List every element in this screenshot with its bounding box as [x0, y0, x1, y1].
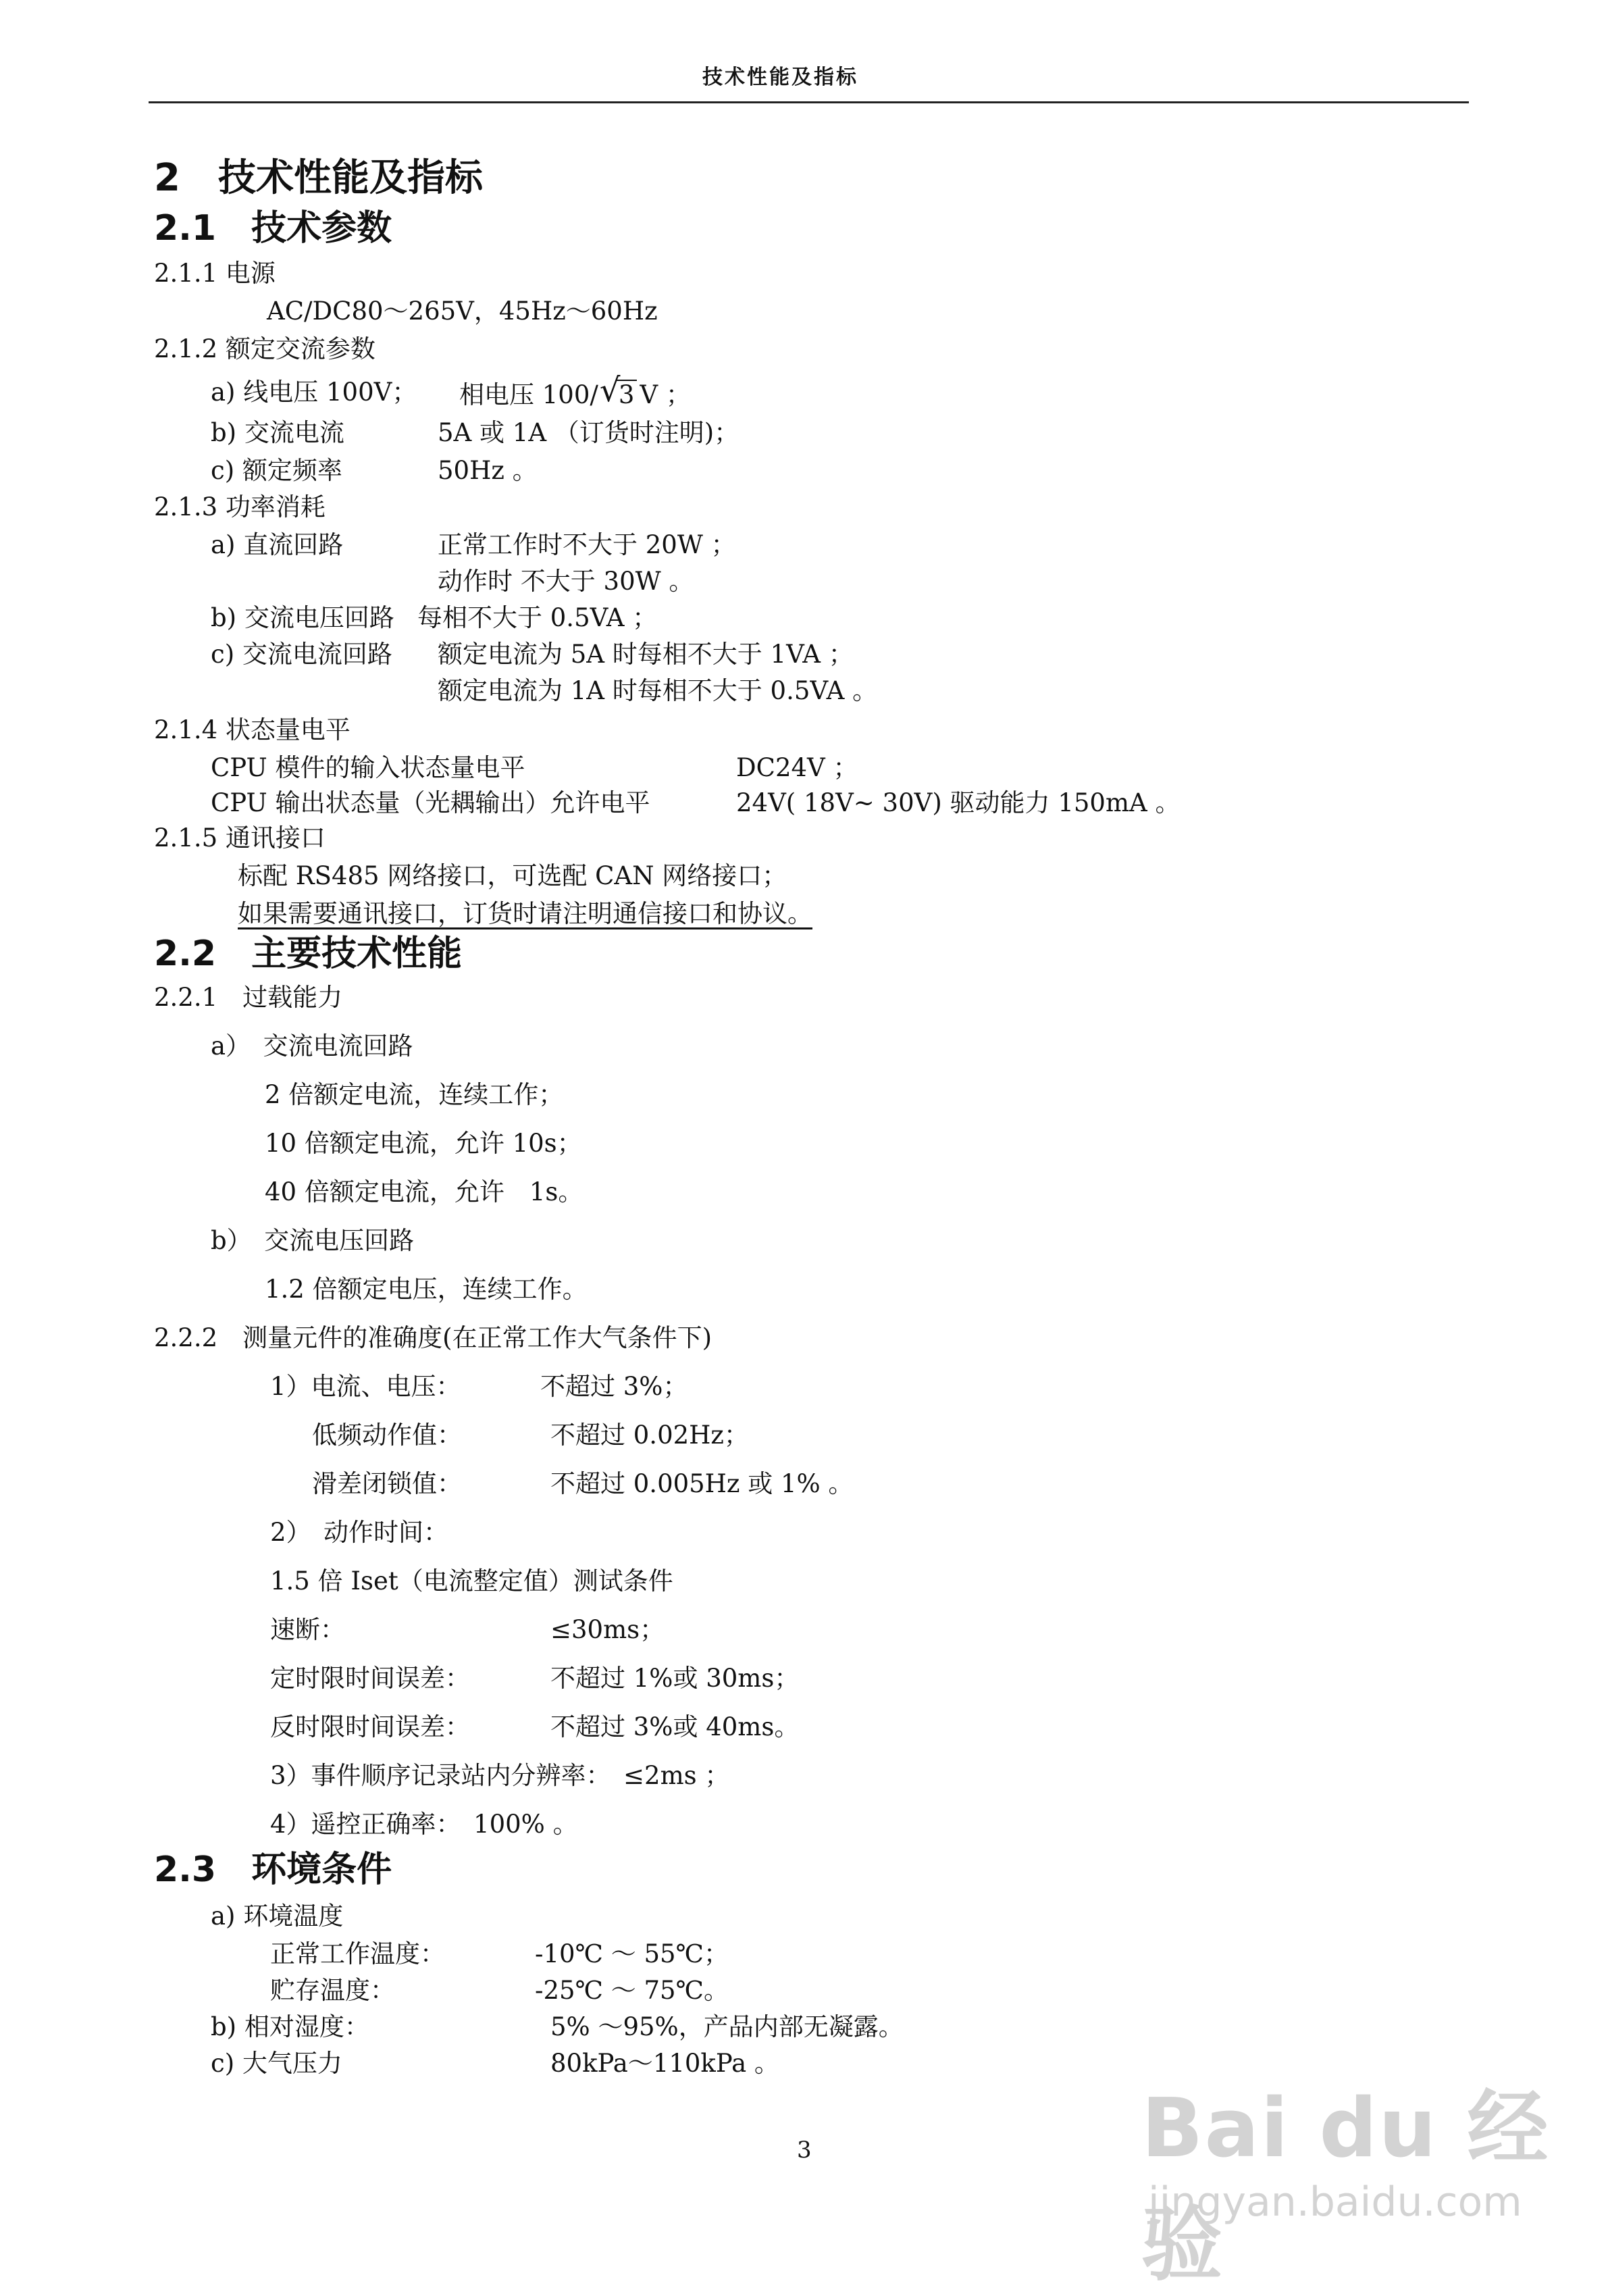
overload-ac-current-label: a） 交流电流回路	[211, 1031, 413, 1061]
air-pressure-label: c) 大气压力	[211, 2049, 342, 2078]
remote-control-accuracy: 4）遥控正确率： 100% 。	[270, 1810, 578, 1839]
rated-frequency-label: c) 额定频率	[211, 456, 342, 485]
baidu-watermark-url: jingyan.baidu.com	[1148, 2178, 1522, 2226]
overload-voltage-item: 1.2 倍额定电压，连续工作。	[265, 1275, 588, 1304]
page-number: 3	[797, 2137, 812, 2164]
action-time-label: 2） 动作时间：	[270, 1518, 449, 1547]
dc-circuit-value-1: 正常工作时不大于 20W ；	[438, 530, 736, 559]
dc-circuit-value-2: 动作时 不大于 30W 。	[438, 567, 694, 596]
humidity-label: b) 相对湿度：	[211, 2012, 369, 2041]
inverse-time-error-label: 反时限时间误差：	[270, 1712, 470, 1741]
overload-item-1: 2 倍额定电流，连续工作；	[265, 1080, 564, 1109]
ac-current-circuit-value-2: 额定电流为 1A 时每相不大于 0.5VA 。	[438, 676, 878, 705]
phase-voltage-unit: V ；	[640, 380, 691, 409]
humidity-value: 5% ～95%，产品内部无凝露。	[550, 2012, 904, 2041]
section-2-3-title: 2.3 环境条件	[154, 1849, 392, 1890]
operating-temp-label: 正常工作温度：	[270, 1939, 445, 1968]
storage-temp-label: 贮存温度：	[270, 1976, 395, 2005]
section-2-1-title: 2.1 技术参数	[154, 208, 392, 249]
instant-trip-value: ≤30ms；	[550, 1615, 665, 1644]
ac-voltage-circuit-value: 每相不大于 0.5VA ；	[417, 603, 658, 632]
running-header: 技术性能及指标	[702, 66, 858, 89]
para-2-1-3-title: 2.1.3 功率消耗	[154, 492, 326, 521]
ac-current-circuit-label: c) 交流电流回路	[211, 640, 392, 669]
phase-voltage-prefix: 相电压 100/	[459, 380, 598, 409]
soe-resolution: 3）事件顺序记录站内分辨率： ≤2ms ；	[270, 1761, 730, 1790]
definite-time-error-label: 定时限时间误差：	[270, 1664, 470, 1693]
phase-voltage-value	[459, 380, 691, 407]
watermark-brand: Bai du 经验	[1141, 2082, 1550, 2292]
section-2-title: 2 技术性能及指标	[154, 156, 483, 200]
input-level-label: CPU 模件的输入状态量电平	[211, 753, 525, 782]
ac-current-label: b) 交流电流	[211, 418, 344, 447]
low-freq-value: 不超过 0.02Hz；	[550, 1421, 749, 1450]
para-2-2-2-title: 2.2.2 测量元件的准确度(在正常工作大气条件下)	[154, 1323, 712, 1352]
overload-ac-voltage-label: b） 交流电压回路	[211, 1226, 415, 1255]
ac-current-circuit-value-1: 额定电流为 5A 时每相不大于 1VA ；	[438, 640, 854, 669]
low-freq-label: 低频动作值：	[312, 1421, 462, 1450]
power-supply-value: AC/DC80～265V，45Hz～60Hz	[267, 297, 658, 326]
overload-item-3: 40 倍额定电流，允许 1s。	[265, 1177, 583, 1206]
para-2-2-1-title: 2.2.1 过载能力	[154, 983, 343, 1012]
line-voltage-label: a) 线电压 100V；	[211, 378, 417, 407]
slip-lock-value: 不超过 0.005Hz 或 1% 。	[550, 1469, 854, 1498]
output-level-value: 24V( 18V~ 30V) 驱动能力 150mA 。	[736, 788, 1181, 817]
storage-temp-value: -25℃ ～ 75℃。	[535, 1976, 729, 2005]
header-rule	[149, 101, 1469, 103]
para-2-1-4-title: 2.1.4 状态量电平	[154, 715, 351, 744]
overload-item-2: 10 倍额定电流，允许 10s；	[265, 1129, 582, 1158]
slip-lock-label: 滑差闭锁值：	[312, 1469, 462, 1498]
instant-trip-label: 速断：	[270, 1615, 345, 1644]
action-time-condition: 1.5 倍 Iset（电流整定值）测试条件	[270, 1566, 673, 1596]
definite-time-error-value: 不超过 1%或 30ms；	[550, 1664, 800, 1693]
ac-current-value: 5A 或 1A （订货时注明)；	[438, 418, 740, 447]
env-temperature-label: a) 环境温度	[211, 1902, 344, 1931]
input-level-value: DC24V ；	[736, 753, 858, 782]
dc-circuit-label: a) 直流回路	[211, 530, 344, 559]
para-2-1-5-title: 2.1.5 通讯接口	[154, 823, 326, 852]
para-2-1-1-title: 2.1.1 电源	[154, 259, 276, 288]
accuracy-item-1-value: 不超过 3%；	[540, 1372, 688, 1401]
operating-temp-value: -10℃ ～ 55℃；	[535, 1939, 729, 1968]
sqrt-symbol	[601, 380, 638, 407]
accuracy-item-1-label: 1）电流、电压：	[270, 1372, 461, 1401]
inverse-time-error-value: 不超过 3%或 40ms。	[550, 1712, 800, 1741]
section-2-2-title: 2.2 主要技术性能	[154, 934, 463, 974]
para-2-1-2-title: 2.1.2 额定交流参数	[154, 334, 375, 363]
comm-interface-line-1: 标配 RS485 网络接口，可选配 CAN 网络接口；	[238, 861, 787, 890]
ac-voltage-circuit-label: b) 交流电压回路	[211, 603, 394, 632]
air-pressure-value: 80kPa～110kPa 。	[550, 2049, 779, 2078]
rated-frequency-value: 50Hz 。	[438, 456, 538, 485]
output-level-label: CPU 输出状态量（光耦输出）允许电平	[211, 788, 650, 817]
sqrt-radicand: 3	[616, 380, 638, 407]
comm-interface-line-2: 如果需要通讯接口，订货时请注明通信接口和协议。	[238, 899, 812, 928]
